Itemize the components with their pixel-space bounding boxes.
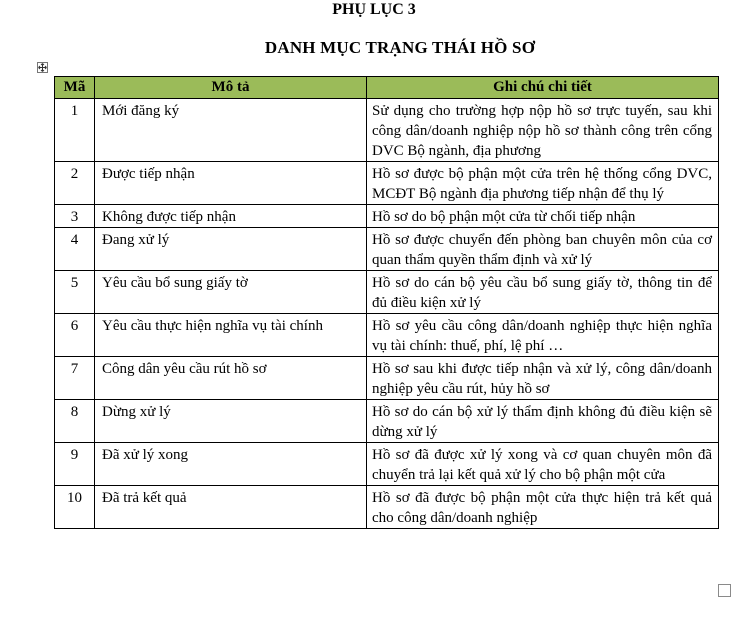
document-title: DANH MỤC TRẠNG THÁI HỒ SƠ — [264, 38, 536, 57]
row-description: Công dân yêu cầu rút hồ sơ — [95, 357, 367, 400]
row-code: 8 — [55, 400, 95, 443]
table-row — [55, 271, 719, 314]
row-note: Hồ sơ được chuyển đến phòng ban chuyên môn của cơ quan thẩm quyền thẩm định và xử lý — [367, 228, 719, 271]
header-description: Mô tả — [95, 77, 367, 99]
row-note: Hồ sơ do cán bộ xử lý thẩm định không đủ điều kiện sẽ dừng xử lý — [367, 400, 719, 443]
table-row — [55, 99, 719, 162]
row-note: Hồ sơ đã được bộ phận một cửa thực hiện trả kết quả cho công dân/doanh nghiệp — [367, 486, 719, 529]
row-note: Hồ sơ do cán bộ yêu cầu bổ sung giấy tờ, thông tin để đủ điều kiện xử lý — [367, 271, 719, 314]
table-row — [55, 400, 719, 443]
row-code: 6 — [55, 314, 95, 357]
table-row — [55, 486, 719, 529]
row-description: Mới đăng ký — [95, 99, 367, 162]
row-note: Hồ sơ đã được xử lý xong và cơ quan chuyên môn đã chuyển trả lại kết quả xử lý cho bộ phận một cửa — [367, 443, 719, 486]
row-description: Được tiếp nhận — [95, 162, 367, 205]
row-code: 7 — [55, 357, 95, 400]
row-note: Hồ sơ sau khi được tiếp nhận và xử lý, công dân/doanh nghiệp yêu cầu rút, hủy hồ sơ — [367, 357, 719, 400]
table-row — [55, 443, 719, 486]
table-resize-icon[interactable] — [718, 584, 731, 597]
table-row — [55, 357, 719, 400]
row-code: 9 — [55, 443, 95, 486]
row-description: Yêu cầu bổ sung giấy tờ — [95, 271, 367, 314]
row-note: Sử dụng cho trường hợp nộp hồ sơ trực tuyến, sau khi công dân/doanh nghiệp nộp hồ sơ thành công trên cổng DVC Bộ ngành, địa phương — [367, 99, 719, 162]
row-code: 5 — [55, 271, 95, 314]
row-code: 1 — [55, 99, 95, 162]
table-row — [55, 162, 719, 205]
appendix-label: PHỤ LỤC 3 — [332, 1, 416, 18]
row-code: 4 — [55, 228, 95, 271]
status-table — [54, 76, 719, 529]
table-row — [55, 205, 719, 228]
table-row — [55, 228, 719, 271]
header-notes: Ghi chú chi tiết — [367, 77, 719, 99]
row-code: 3 — [55, 205, 95, 228]
row-note: Hồ sơ được bộ phận một cửa trên hệ thống cổng DVC, MCĐT Bộ ngành địa phương tiếp nhận để thụ lý — [367, 162, 719, 205]
row-note: Hồ sơ yêu cầu công dân/doanh nghiệp thực hiện nghĩa vụ tài chính: thuế, phí, lệ phí … — [367, 314, 719, 357]
row-code: 10 — [55, 486, 95, 529]
row-description: Đã xử lý xong — [95, 443, 367, 486]
row-code: 2 — [55, 162, 95, 205]
row-note: Hồ sơ do bộ phận một cửa từ chối tiếp nhận — [367, 205, 719, 228]
row-description: Dừng xử lý — [95, 400, 367, 443]
row-description: Đang xử lý — [95, 228, 367, 271]
table-row — [55, 314, 719, 357]
header-code: Mã — [55, 77, 95, 99]
table-header-row — [55, 77, 719, 99]
row-description: Không được tiếp nhận — [95, 205, 367, 228]
row-description: Đã trả kết quả — [95, 486, 367, 529]
row-description: Yêu cầu thực hiện nghĩa vụ tài chính — [95, 314, 367, 357]
table-move-icon[interactable] — [37, 62, 48, 73]
